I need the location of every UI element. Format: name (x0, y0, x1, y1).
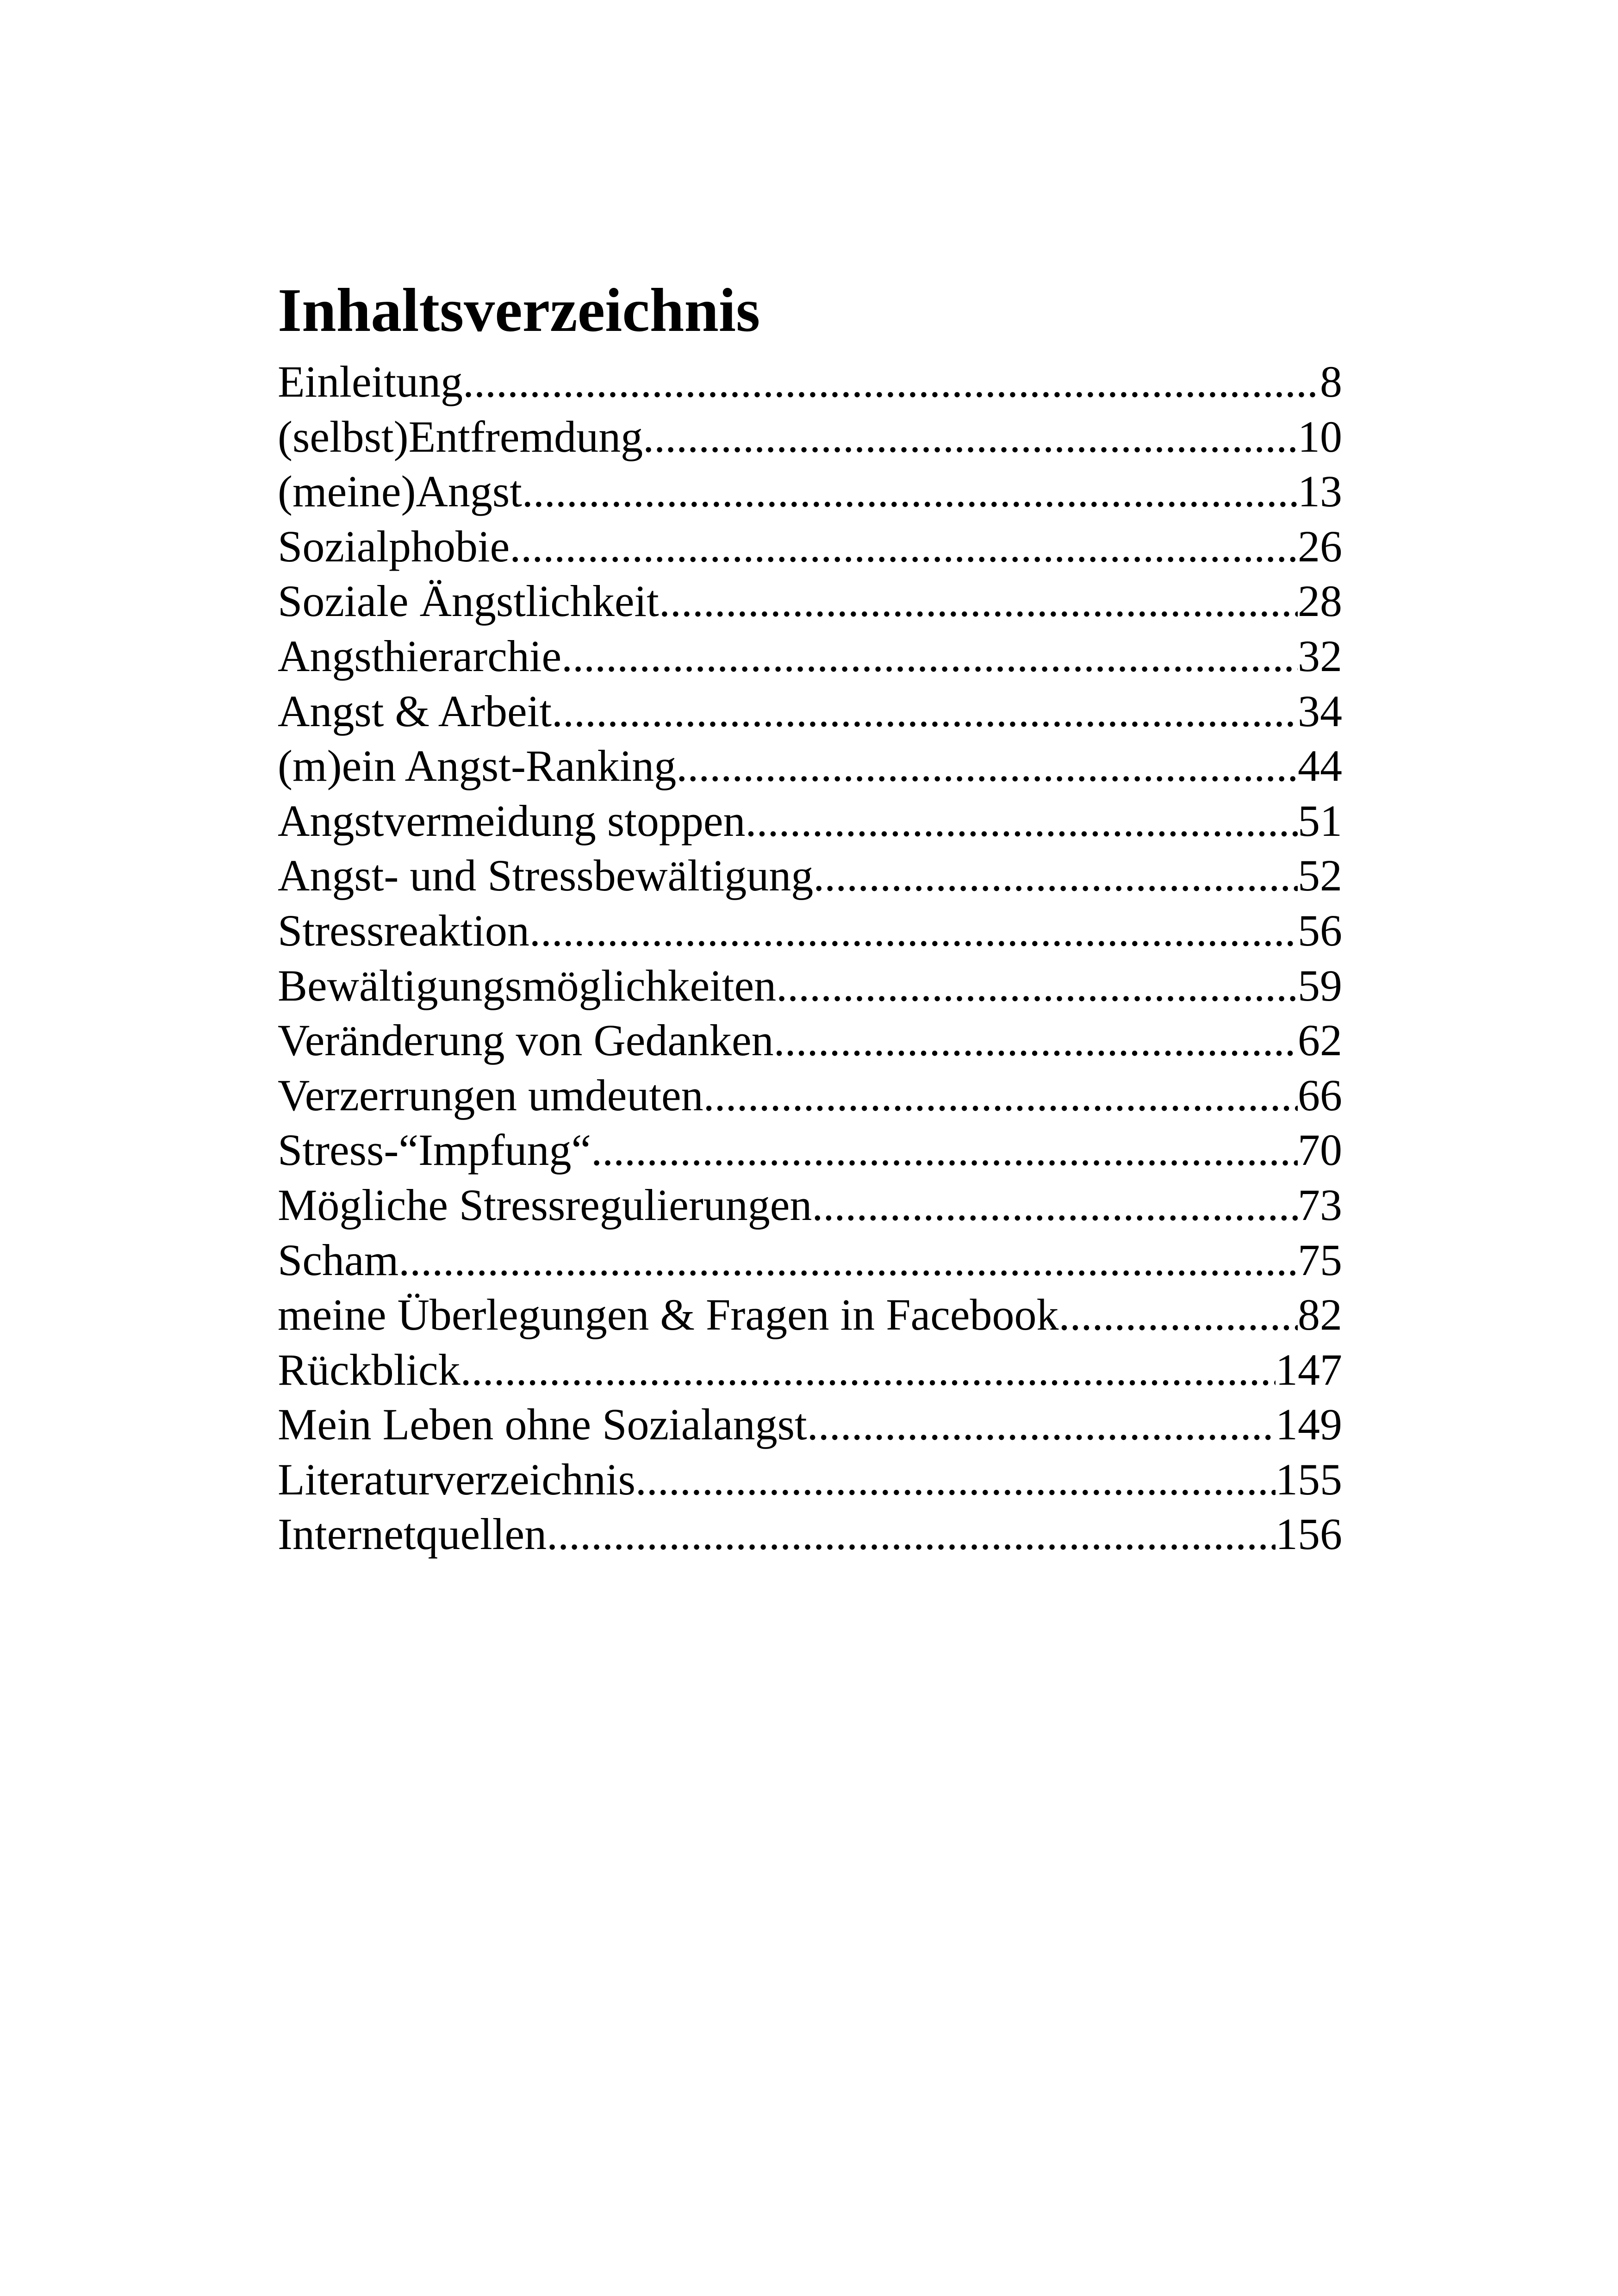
toc-dot-leader (529, 903, 1298, 958)
toc-dot-leader (461, 1343, 1276, 1398)
toc-entry-label: Stressreaktion (278, 905, 529, 955)
toc-dot-leader (398, 1233, 1298, 1288)
toc-title: Inhaltsverzeichnis (278, 276, 760, 344)
toc-dot-leader (1059, 1288, 1298, 1343)
toc-entry (278, 1397, 1342, 1452)
toc-entry-page-number: 13 (1298, 467, 1342, 516)
toc-entry-page-number: 82 (1298, 1290, 1342, 1340)
toc-entry-label: Bewältigungsmöglichkeiten (278, 960, 777, 1010)
toc-dot-leader (812, 1178, 1298, 1233)
toc-entry (278, 684, 1342, 739)
toc-entry-page-number: 155 (1276, 1454, 1342, 1504)
toc-entry (278, 629, 1342, 684)
toc-dot-leader (463, 355, 1320, 410)
toc-entry (278, 1123, 1342, 1178)
toc-entry (278, 739, 1342, 794)
toc-entry-page-number: 59 (1298, 960, 1342, 1010)
toc-entry-page-number: 156 (1276, 1509, 1342, 1559)
toc-dot-leader (591, 1123, 1298, 1178)
toc-entry (278, 1068, 1342, 1123)
toc-entry-label: (selbst)Entfremdung (278, 411, 643, 461)
toc-entry-page-number: 34 (1298, 686, 1342, 736)
toc-dot-leader (776, 958, 1298, 1014)
toc-list (278, 355, 1342, 1562)
toc-dot-leader (659, 574, 1298, 629)
toc-entry-page-number: 32 (1298, 631, 1342, 681)
toc-entry (278, 1013, 1342, 1068)
toc-entry-label: Angst & Arbeit (278, 686, 552, 736)
toc-entry-page-number: 75 (1298, 1235, 1342, 1285)
toc-entry (278, 1288, 1342, 1343)
toc-dot-leader (746, 794, 1298, 849)
toc-entry-label: Literaturverzeichnis (278, 1454, 635, 1504)
toc-entry-label: Angsthierarchie (278, 631, 562, 681)
toc-entry (278, 794, 1342, 849)
toc-entry-page-number: 66 (1298, 1070, 1342, 1120)
toc-entry (278, 1343, 1342, 1398)
toc-entry (278, 355, 1342, 410)
toc-entry-label: Einleitung (278, 357, 463, 406)
toc-entry-label: Angst- und Stressbewältigung (278, 851, 814, 901)
toc-entry-page-number: 73 (1298, 1180, 1342, 1230)
toc-entry-label: Stress-“Impfung“ (278, 1125, 591, 1175)
toc-entry-page-number: 26 (1298, 521, 1342, 571)
toc-dot-leader (643, 410, 1298, 465)
toc-entry (278, 848, 1342, 903)
toc-entry-page-number: 56 (1298, 905, 1342, 955)
toc-entry (278, 1233, 1342, 1288)
toc-entry-label: Mögliche Stressregulierungen (278, 1180, 812, 1230)
toc-entry-page-number: 28 (1298, 576, 1342, 626)
toc-dot-leader (547, 1507, 1276, 1562)
toc-dot-leader (774, 1013, 1298, 1068)
toc-entry-label: meine Überlegungen & Fragen in Facebook (278, 1290, 1059, 1340)
table-of-contents (278, 273, 1342, 1562)
toc-entry-page-number: 44 (1298, 741, 1342, 791)
toc-entry-label: Scham (278, 1235, 399, 1285)
toc-entry-label: Internetquellen (278, 1509, 547, 1559)
toc-entry-page-number: 52 (1298, 851, 1342, 901)
toc-entry (278, 903, 1342, 958)
toc-dot-leader (703, 1068, 1298, 1123)
toc-dot-leader (813, 848, 1298, 903)
toc-dot-leader (635, 1452, 1276, 1507)
toc-entry (278, 958, 1342, 1014)
toc-entry-label: Mein Leben ohne Sozialangst (278, 1400, 807, 1450)
toc-dot-leader (676, 739, 1298, 794)
toc-entry (278, 574, 1342, 629)
toc-entry-label: (meine)Angst (278, 467, 522, 516)
toc-entry-page-number: 10 (1298, 411, 1342, 461)
toc-dot-leader (552, 684, 1298, 739)
toc-entry (278, 1452, 1342, 1507)
toc-entry-page-number: 149 (1276, 1400, 1342, 1450)
toc-entry-label: Verzerrungen umdeuten (278, 1070, 703, 1120)
toc-entry (278, 519, 1342, 574)
toc-entry-page-number: 70 (1298, 1125, 1342, 1175)
toc-entry-label: Sozialphobie (278, 521, 510, 571)
toc-entry-label: Angstvermeidung stoppen (278, 796, 746, 846)
toc-entry-label: Soziale Ängstlichkeit (278, 576, 659, 626)
toc-dot-leader (522, 464, 1298, 519)
toc-entry-page-number: 147 (1276, 1344, 1342, 1394)
toc-entry (278, 410, 1342, 465)
toc-entry-label: (m)ein Angst-Ranking (278, 741, 677, 791)
toc-dot-leader (510, 519, 1298, 574)
toc-entry-label: Veränderung von Gedanken (278, 1015, 774, 1065)
toc-entry-page-number: 51 (1298, 796, 1342, 846)
toc-entry-page-number: 8 (1320, 357, 1342, 406)
toc-entry-page-number: 62 (1298, 1015, 1342, 1065)
toc-entry (278, 464, 1342, 519)
toc-entry-label: Rückblick (278, 1344, 461, 1394)
toc-dot-leader (807, 1397, 1276, 1452)
toc-entry (278, 1507, 1342, 1562)
toc-entry (278, 1178, 1342, 1233)
toc-dot-leader (561, 629, 1298, 684)
